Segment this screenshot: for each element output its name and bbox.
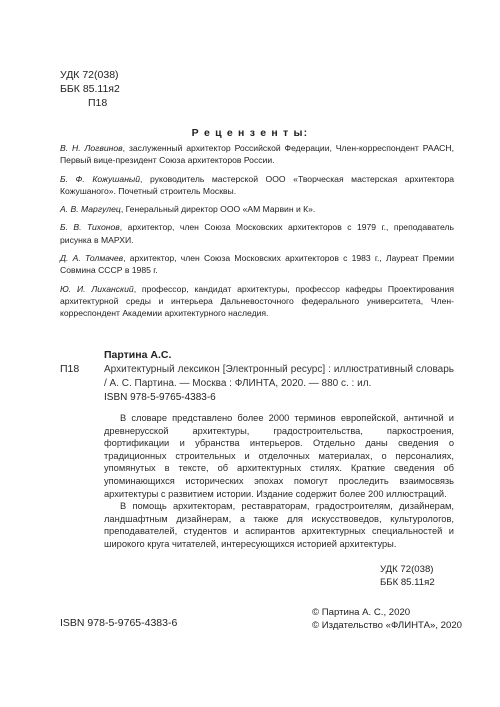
bbk-code-bottom: ББК 85.11я2 [380, 577, 435, 588]
reviewer-entry [60, 173, 454, 198]
copyright-publisher: © Издательство «ФЛИНТА», 2020 [312, 620, 462, 631]
copyright-author: © Партина А. С., 2020 [312, 607, 411, 618]
bbk-code: ББК 85.11я2 [60, 83, 120, 95]
reviewer-entry [60, 203, 454, 215]
udk-code: УДК 72(038) [60, 69, 119, 81]
classification-codes-bottom [380, 563, 435, 589]
bibliographic-description: Архитектурный лексикон [Электронный ресурс] : иллюстративный словарь / А. С. Партина. — Москва : ФЛИНТА, 2020. — 880 с. : ил. [104, 364, 454, 389]
reviewer-entry [60, 252, 454, 277]
book-isbn: ISBN 978-5-9765-4383-6 [104, 392, 216, 403]
annotation-paragraph: В словаре представлено более 2000 терминов европейской, античной и древнерусской архитектуры, градостроительства, паркостроения, фортификации и убранства интерьеров. Отдельно даны сведения о традиционных строительных и отделочных материалах, о персоналиях, упомянутых в тексте, об архитектурных стилях. Краткие сведения об упоминающихся исторических эпохах помогут проследить взаимосвязь архитектуры с развитием истории. Издание содержит более 200 иллюстраций. [104, 413, 454, 499]
classification-codes [60, 68, 120, 110]
annotation-paragraph: В помощь архитекторам, реставраторам, градостроителям, дизайнерам, ландшафтным дизайнерам, а также для искусствоведов, культурологов, преподавателей, студентов и аспирантов архитектурных специальностей и широкого круга читателей, интересующихся историей архитектуры. [104, 501, 454, 549]
reviewers-list [60, 142, 454, 326]
reviewer-entry [60, 142, 454, 167]
book-author: Партина А.С. [104, 349, 172, 361]
reviewer-details: , руководитель мастерской ООО «Творческая мастерская архитектора Кожушаного». Почетный строитель Москвы. [60, 173, 454, 196]
author-sign-code: П18 [88, 97, 108, 109]
annotation [104, 412, 454, 551]
reviewer-details: , Генеральный директор ООО «АМ Марвин и К». [120, 204, 316, 215]
reviewer-name: Ю. И. Лиханский [60, 283, 134, 294]
book-author-sign: П18 [60, 363, 80, 375]
reviewers-heading: Р е ц е н з е н т ы: [191, 127, 309, 139]
footer-isbn: ISBN 978-5-9765-4383-6 [60, 617, 178, 629]
reviewer-details: , архитектор, член Союза Московских архитекторов с 1979 г., преподаватель рисунка в МАРХИ. [60, 222, 454, 245]
reviewer-name: Б. Ф. Кожушаный [60, 173, 141, 184]
reviewer-details: , заслуженный архитектор Российской Федерации, Член-корреспондент РААСН, Первый вице-президент Союза архитекторов России. [60, 143, 454, 166]
udk-code-bottom: УДК 72(038) [380, 564, 434, 575]
reviewer-name: А. В. Маргулец [60, 204, 121, 215]
reviewer-details: , архитектор, член Союза Московских архитекторов с 1983 г., Лауреат Премии Совмина СССР в 1985 г. [60, 253, 455, 276]
reviewer-name: Д. А. Толмачев [60, 253, 124, 264]
reviewer-details: , профессор, кандидат архитектуры, профессор кафедры Проектирования архитектурной среды и интерьера Дальневосточного федерального университета, Член-корреспондент Академии архитектурного наследия. [60, 283, 455, 319]
reviewer-entry [60, 283, 454, 320]
reviewer-name: В. Н. Логвинов [60, 143, 123, 153]
copyright-block [312, 606, 462, 632]
reviewer-name: Б. В. Тихонов [60, 222, 120, 233]
reviewer-entry [60, 221, 454, 246]
